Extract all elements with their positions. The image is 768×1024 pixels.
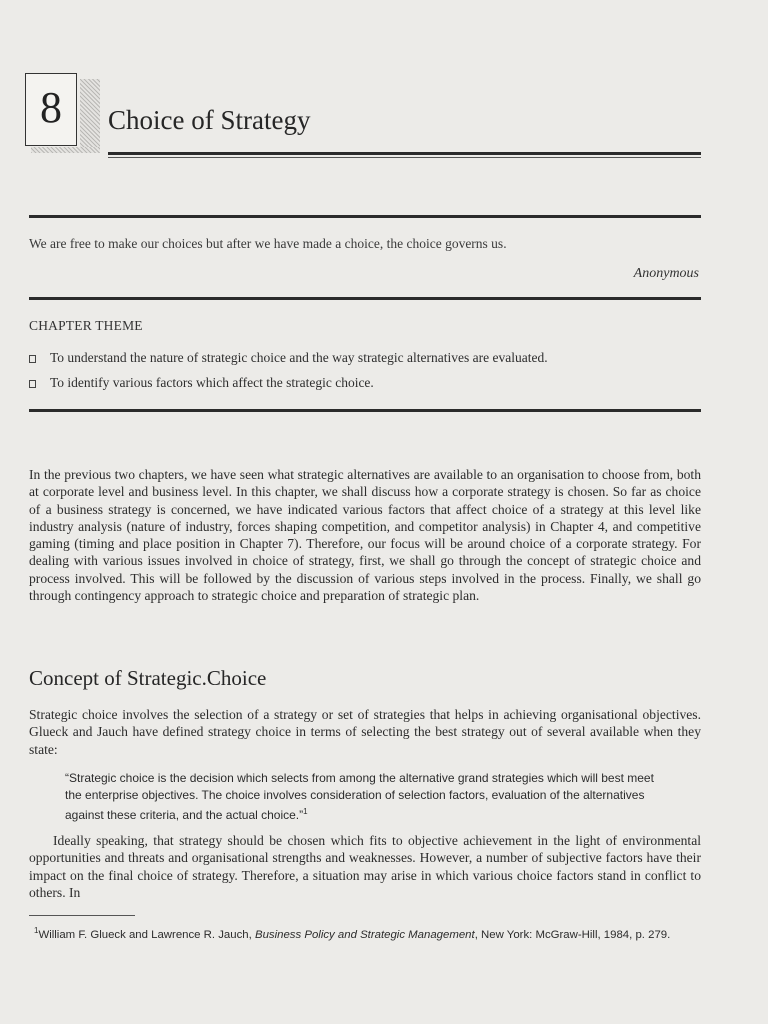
chapter-title: Choice of Strategy: [108, 105, 311, 135]
footnote-publisher: , New York: McGraw-Hill, 1984, p. 279.: [474, 928, 671, 941]
footnote-rule: [29, 915, 135, 916]
footnote-marker: 1: [34, 926, 39, 935]
title-rule-thin: [108, 157, 701, 158]
section-paragraph-1: Strategic choice involves the selection of a strategy or set of strategies that helps in achieving organisational objectives. Glueck and Jauch have defined strategy choice in terms of selecting the best strategy out of several available when they state:: [29, 707, 701, 757]
epigraph-text: We are free to make our choices but after we have made a choice, the choice governs us.: [29, 236, 507, 251]
theme-bottom-rule: [29, 409, 701, 412]
chapter-theme-heading: CHAPTER THEME: [29, 318, 143, 333]
epigraph-bottom-rule: [29, 297, 701, 300]
footnote-authors: William F. Glueck and Lawrence R. Jauch,: [38, 928, 255, 941]
chapter-number: 8: [40, 83, 62, 132]
epigraph-top-rule: [29, 215, 701, 218]
chapter-box-shadow: [80, 79, 100, 152]
section-heading: Concept of Strategic.Choice: [29, 666, 267, 690]
block-quote-text: “Strategic choice is the decision which selects from among the alternative grand strategies which will best meet the enterprise objectives. The choice involves consideration of selection factors, evaluation of the alternatives against these criteria, and the actual choice.”: [65, 771, 654, 822]
theme-item-text: To identify various factors which affect the strategic choice.: [50, 375, 374, 390]
footnote-ref: 1: [303, 806, 308, 816]
title-rule: [108, 152, 701, 155]
checkbox-bullet-icon: [29, 355, 36, 363]
footnote-book-title: Business Policy and Strategic Management: [254, 928, 475, 941]
chapter-box-shadow-bottom: [31, 147, 100, 153]
theme-item: [29, 375, 374, 391]
block-quote: [65, 770, 665, 823]
footnote: [34, 922, 704, 944]
checkbox-bullet-icon: [29, 380, 36, 388]
chapter-number-box: [25, 73, 77, 146]
theme-item: [29, 350, 548, 366]
section-paragraph-2: Ideally speaking, that strategy should be chosen which fits to objective achievement in the light of environmental opportunities and threats and organisational strengths and weaknesses. However, a number of subjective factors have their impact on the final choice of strategy. Therefore, a situation may arise in which various choice factors stand in conflict to others. In: [29, 833, 701, 900]
epigraph-author: Anonymous: [633, 266, 699, 281]
theme-item-text: To understand the nature of strategic choice and the way strategic alternatives are evaluated.: [50, 350, 548, 365]
intro-paragraph: In the previous two chapters, we have seen what strategic alternatives are available to an organisation to choose from, both at corporate level and business level. In this chapter, we shall discuss how a corporate strategy is chosen. So far as choice of a business strategy is concerned, we have indicated various factors that affect choice of a strategy at this level like industry analysis (nature of industry, forces shaping competition, and competitor analysis) in Chapter 4, and competitive gaming (timing and place position in Chapter 7). Therefore, our focus will be around choice of a corporate strategy. For dealing with various issues involved in choice of strategy, first, we shall go through the concept of strategic choice and process involved. This will be followed by the discussion of various steps involved in the process. Finally, we shall go through contingency approach to strategic choice and preparation of strategic plan.: [29, 467, 701, 604]
